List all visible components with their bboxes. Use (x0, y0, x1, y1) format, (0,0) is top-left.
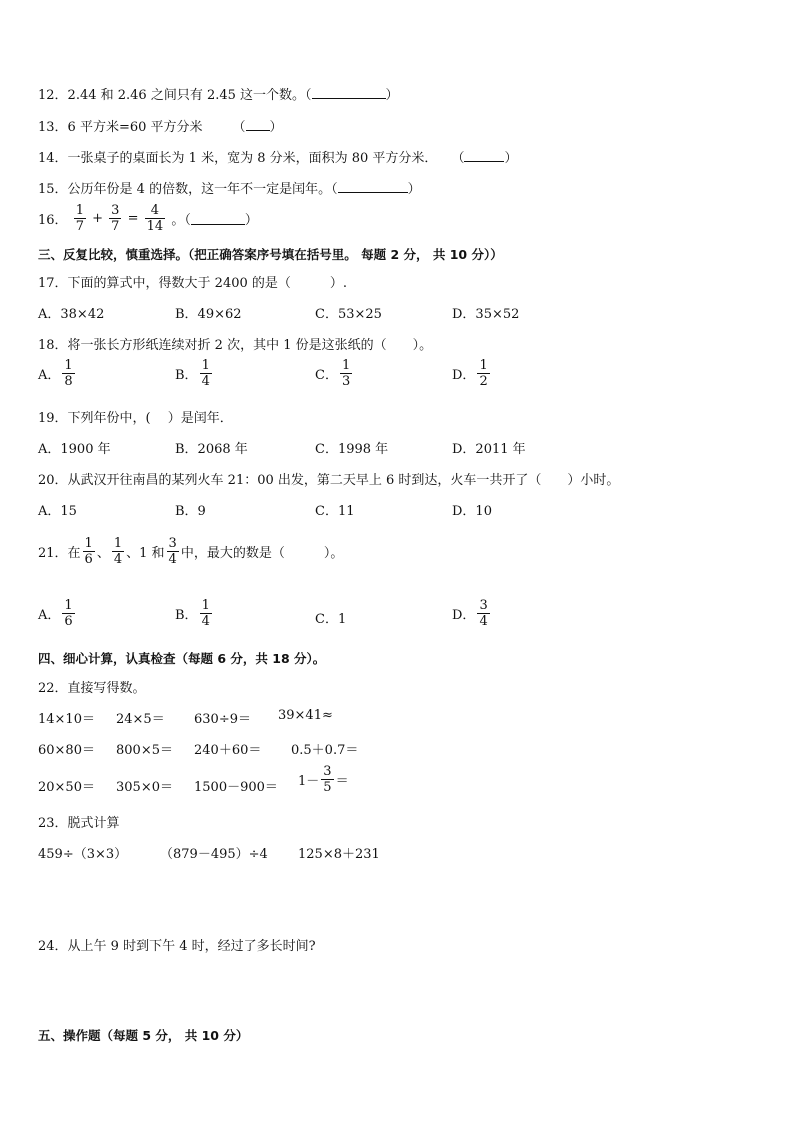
option-d[interactable]: D．2011 年 (452, 442, 526, 457)
option-b[interactable]: B． $\frac{1}{4}$ (175, 598, 210, 629)
question-12: 12．2.44 和 2.46 之间只有 2.45 这一个数。（ ） (38, 88, 399, 103)
section-3-heading: 三、反复比较，慎重选择。（把正确答案序号填在括号里。 每题 2 分， 共 10 分）） (38, 247, 503, 262)
question-20: 20．从武汉开往南昌的某列火车 21：00 出发，第二天早上 6 时到达，火车一共开了（ ）小时。 (38, 473, 620, 488)
answer-blank[interactable] (312, 86, 386, 99)
question-22: 22．直接写得数。 (38, 681, 146, 696)
option-b[interactable]: B．2068 年 (175, 442, 248, 457)
question-24: 24．从上午 9 时到下午 4 时，经过了多长时间? (38, 939, 316, 954)
option-c[interactable]: C．11 (315, 504, 355, 519)
section-5-heading: 五、操作题（每题 5 分， 共 10 分） (38, 1028, 249, 1043)
question-18: 18．将一张长方形纸连续对折 2 次，其中 1 份是这张纸的（ ）。 (38, 338, 433, 353)
answer-blank[interactable] (246, 118, 270, 131)
answer-blank[interactable] (464, 149, 504, 162)
question-14: 14．一张桌子的桌面长为 1 米，宽为 8 分米，面积为 80 平方分米． （ ） (38, 151, 518, 166)
question-21: 21．在 $\frac{1}{6}$ 、 $\frac{1}{4}$ 、1 和 $\frac{3}{4}$ 中，最大的数是（ ）。 (38, 536, 344, 567)
fraction: $\frac{1}{7}$ (75, 203, 84, 234)
option-a[interactable]: A． $\frac{1}{8}$ (38, 358, 73, 389)
section-4-heading: 四、细心计算，认真检查（每题 6 分，共 18 分）。 (38, 651, 326, 666)
calc-item: 1500－900＝ (194, 780, 278, 795)
option-c[interactable]: C．1 (315, 612, 347, 627)
option-b[interactable]: B．49×62 (175, 307, 242, 322)
question-16: 16． $\frac{1}{7}$ + $\frac{3}{7}$ = $\frac{4}{14}$ 。（ ） (38, 203, 258, 234)
option-a[interactable]: A． $\frac{1}{6}$ (38, 598, 73, 629)
answer-blank[interactable] (338, 180, 408, 193)
fraction: $\frac{1}{6}$ (84, 536, 93, 567)
option-d[interactable]: D． $\frac{3}{4}$ (452, 598, 488, 629)
question-19: 19．下列年份中，( ）是闰年． (38, 411, 233, 426)
option-c[interactable]: C．1998 年 (315, 442, 389, 457)
fraction: $\frac{3}{4}$ (168, 536, 177, 567)
option-a[interactable]: A．1900 年 (38, 442, 111, 457)
calc-item: 125×8＋231 (298, 847, 380, 862)
option-d[interactable]: D．35×52 (452, 307, 520, 322)
option-d[interactable]: D．10 (452, 504, 492, 519)
calc-item: 39×41≈ (278, 708, 333, 723)
option-b[interactable]: B．9 (175, 504, 206, 519)
calc-item: 60×80＝ (38, 743, 95, 758)
calc-item: 305×0＝ (116, 780, 173, 795)
option-a[interactable]: A．38×42 (38, 307, 105, 322)
fraction: $\frac{1}{4}$ (113, 536, 123, 567)
calc-item: 0.5＋0.7＝ (291, 743, 359, 758)
calc-item: （879－495）÷4 (160, 847, 268, 862)
calc-item: 20×50＝ (38, 780, 95, 795)
calc-item: 240＋60＝ (194, 743, 262, 758)
calc-item: 14×10＝ (38, 712, 95, 727)
option-c[interactable]: C． $\frac{1}{3}$ (315, 358, 351, 389)
option-d[interactable]: D． $\frac{1}{2}$ (452, 358, 488, 389)
option-b[interactable]: B． $\frac{1}{4}$ (175, 358, 210, 389)
calc-item: 630÷9＝ (194, 712, 251, 727)
question-13: 13．6 平方米=60 平方分米 （ ） (38, 120, 283, 135)
calc-item: 24×5＝ (116, 712, 165, 727)
option-a[interactable]: A．15 (38, 504, 77, 519)
question-23: 23．脱式计算 (38, 816, 120, 831)
option-c[interactable]: C．53×25 (315, 307, 382, 322)
question-17: 17．下面的算式中，得数大于 2400 的是（ ）. (38, 276, 348, 291)
calc-item: 459÷（3×3） (38, 847, 128, 862)
question-15: 15．公历年份是 4 的倍数，这一年不一定是闰年。（ ） (38, 182, 421, 197)
calc-item: 800×5＝ (116, 743, 173, 758)
answer-blank[interactable] (191, 212, 245, 225)
calc-item: 1－ $\frac{3}{5}$ ＝ (298, 764, 349, 795)
fraction: $\frac{4}{14}$ (146, 203, 164, 234)
fraction: $\frac{3}{7}$ (111, 203, 120, 234)
